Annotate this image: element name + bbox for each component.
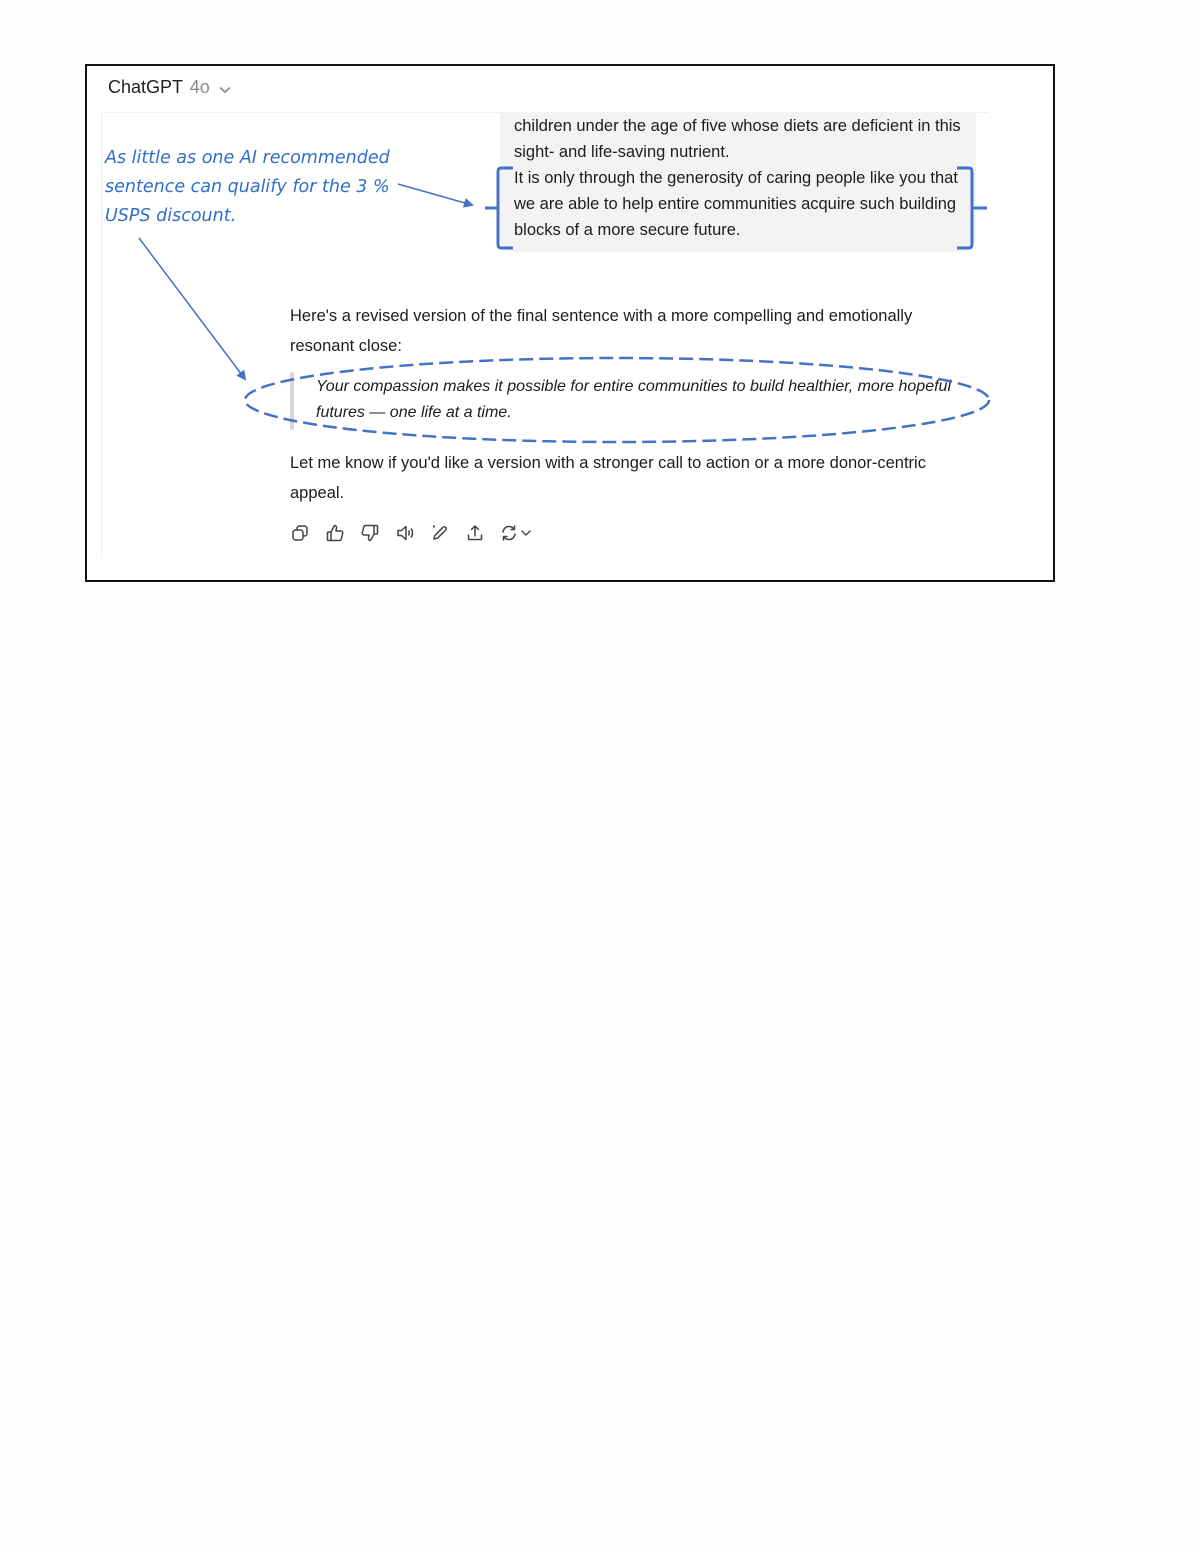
read-aloud-icon[interactable] [394, 522, 416, 544]
regenerate-icon[interactable] [499, 522, 539, 544]
assistant-outro-text: Let me know if you'd like a version with a stronger call to action or a more donor-centric appeal. [290, 454, 926, 502]
message-actions-toolbar [289, 522, 539, 544]
user-message-line: children under the age of five whose diets are deficient in this sight- and life-saving nutrient. [514, 117, 961, 161]
assistant-intro-text: Here's a revised version of the final sentence with a more compelling and emotionally resonant close: [290, 307, 913, 355]
annotation-arrow-right [398, 184, 472, 205]
edit-icon[interactable] [429, 522, 451, 544]
model-label: 4o [189, 77, 210, 97]
user-message-text [514, 113, 974, 243]
user-message-line: It is only through the generosity of caring people like you that we are able to help entire communities acquire such building blocks of a more secure future. [514, 169, 958, 239]
model-selector[interactable] [108, 77, 231, 99]
copy-icon[interactable] [289, 522, 311, 544]
thumbs-down-icon[interactable] [359, 522, 381, 544]
sidebar-divider [101, 112, 102, 556]
blockquote-bar [290, 372, 294, 430]
assistant-quote-text: Your compassion makes it possible for entire communities to build healthier, more hopeful futures — one life at a time. [316, 378, 951, 421]
annotation-arrow-down [139, 238, 245, 379]
annotation-callout: As little as one AI recommended sentence can qualify for the 3 % USPS discount. [105, 148, 390, 226]
share-icon[interactable] [464, 522, 486, 544]
app-name: ChatGPT [108, 77, 183, 97]
thumbs-up-icon[interactable] [324, 522, 346, 544]
screenshot-frame [85, 64, 1055, 582]
chevron-down-icon [219, 78, 231, 99]
